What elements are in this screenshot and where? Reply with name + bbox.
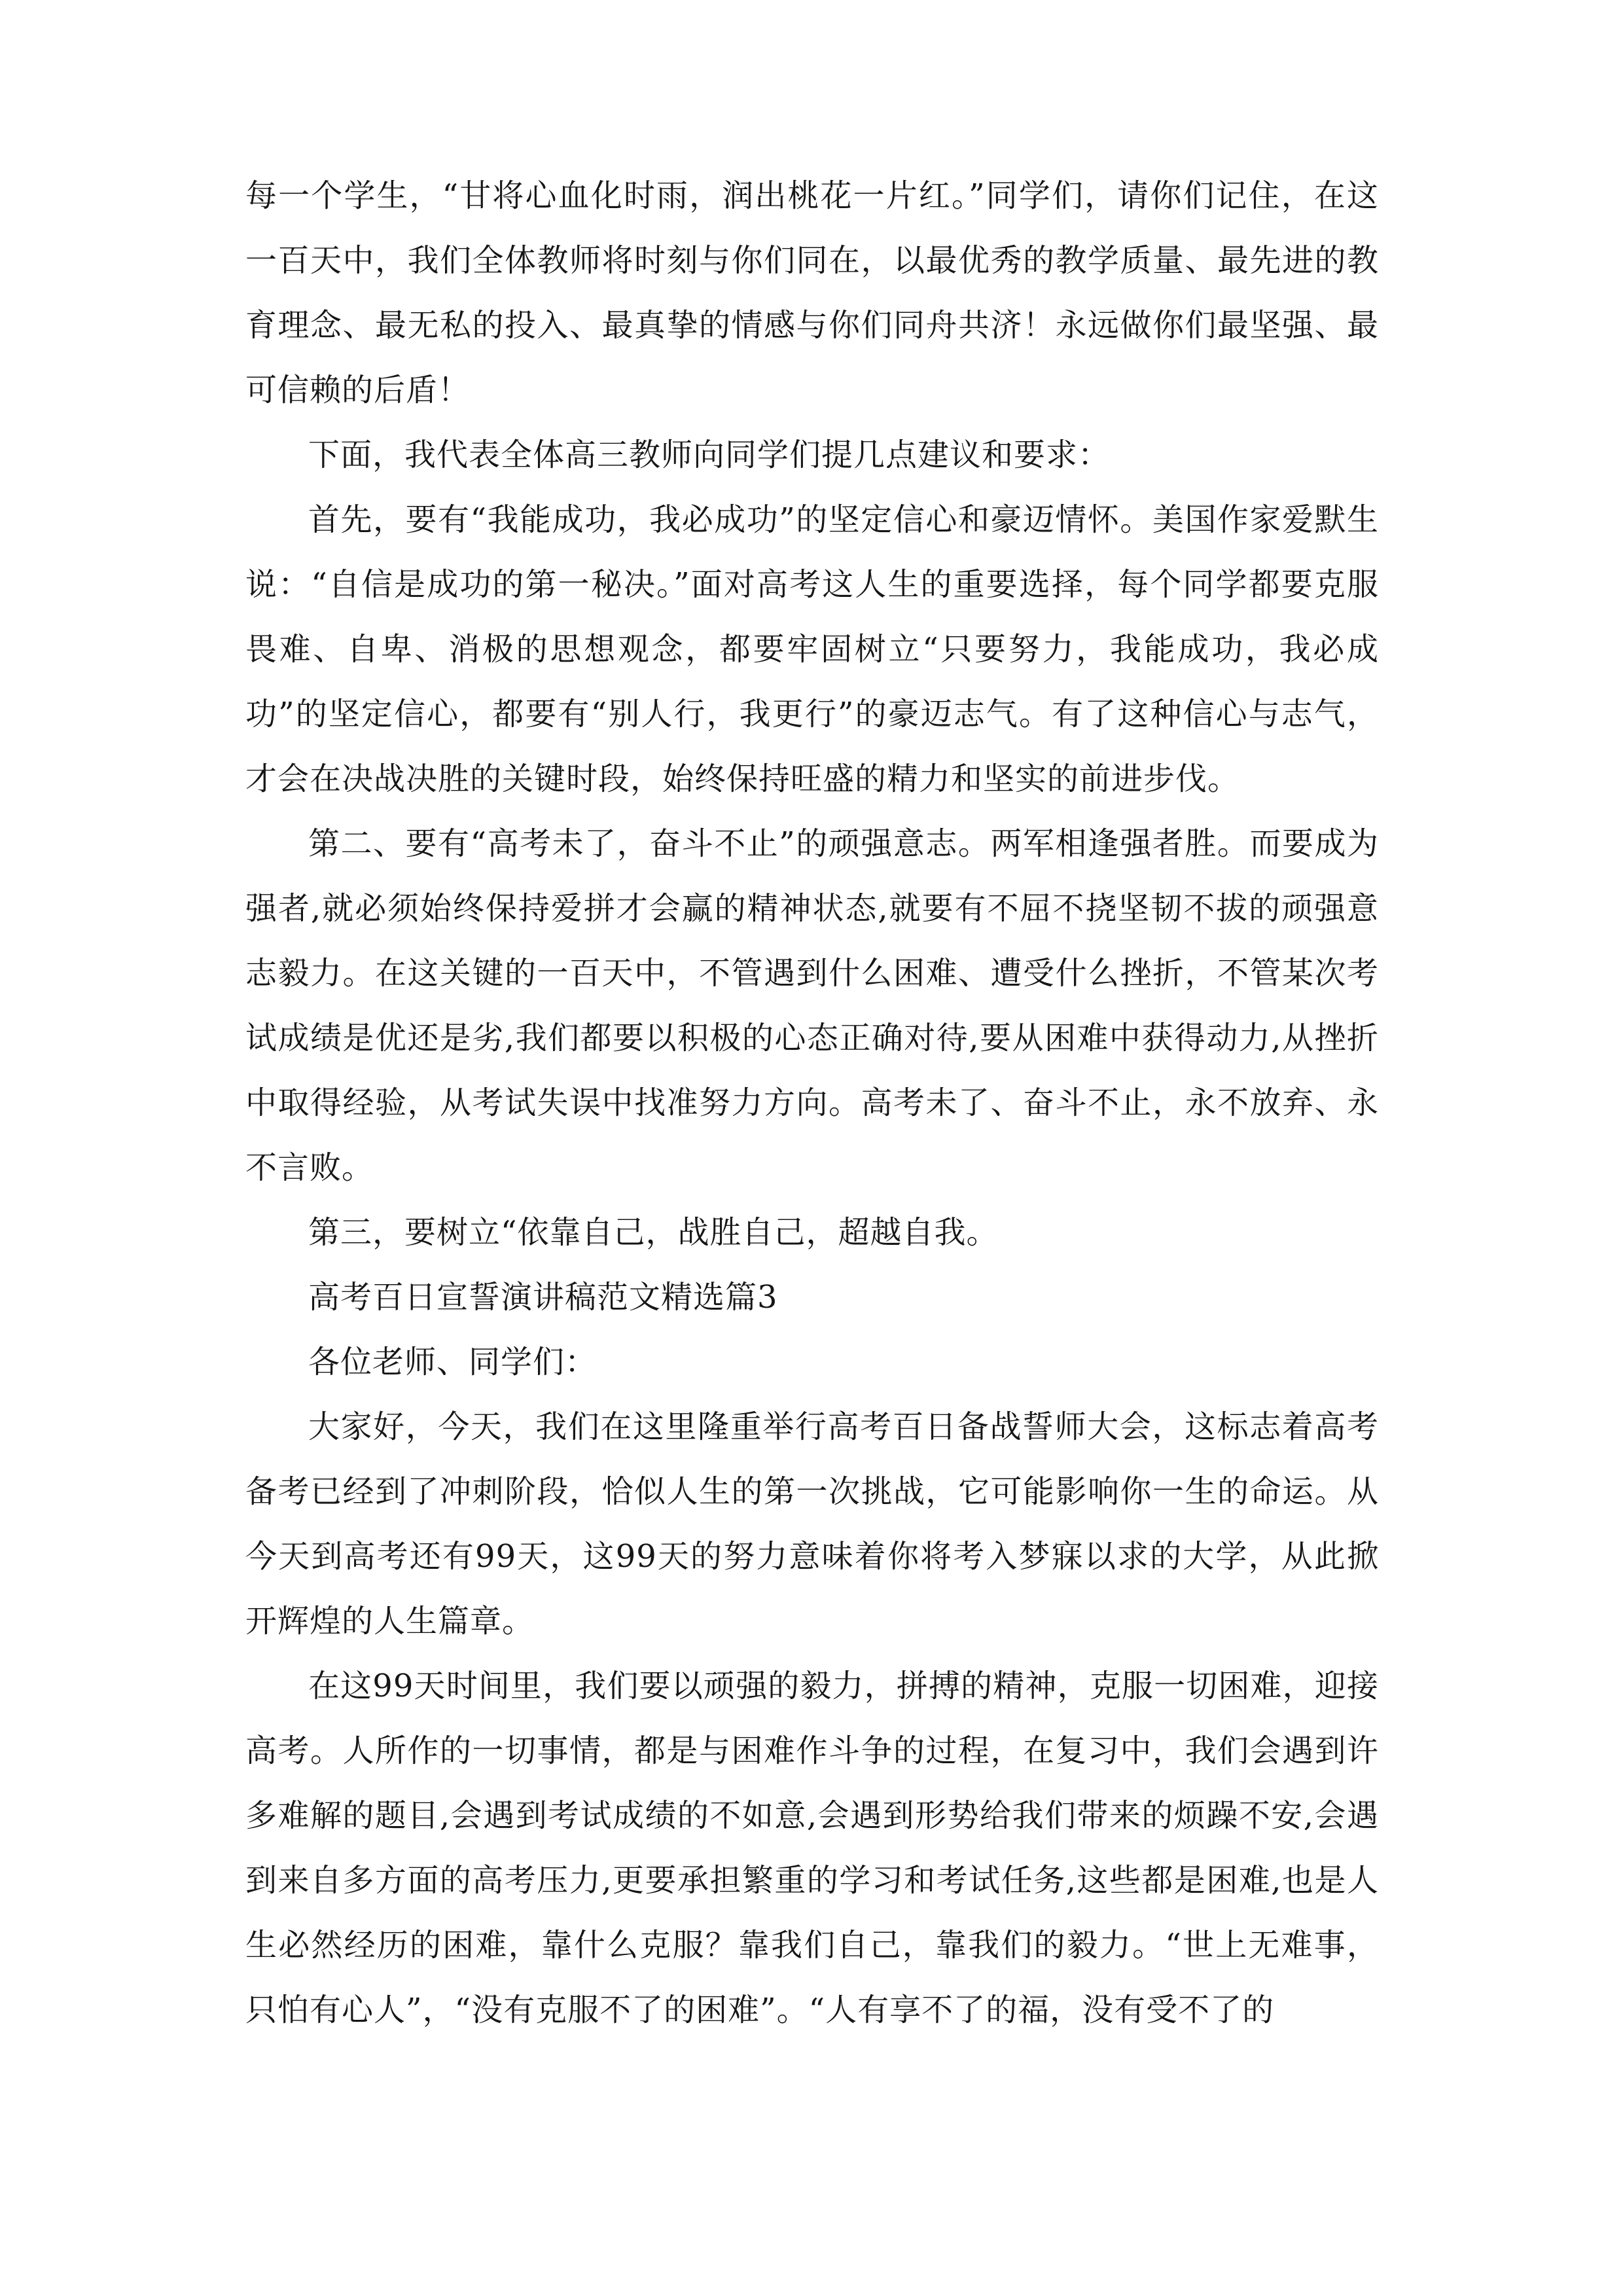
document-body bbox=[245, 164, 1379, 2043]
document-section-heading: 高考百日宣誓演讲稿范文精选篇3 bbox=[308, 1279, 778, 1316]
document-paragraph: 在这99天时间里，我们要以顽强的毅力，拼搏的精神，克服一切困难，迎接高考。人所作的一切事情，都是与困难作斗争的过程，在复习中，我们会遇到许多难解的题目,会遇到考试成绩的不如意,会遇到形势给我们带来的烦躁不安,会遇到来自多方面的高考压力,更要承担繁重的学习和考试任务,这些都是困难,也是人生必然经历的困难，靠什么克服？靠我们自己，靠我们的毅力。“世上无难事，只怕有心人”，“没有克服不了的困难”。“人有享不了的福，没有受不了的 bbox=[245, 1668, 1379, 2028]
document-salutation: 各位老师、同学们： bbox=[308, 1344, 597, 1380]
document-paragraph: 第三，要树立“依靠自己，战胜自己，超越自我。 bbox=[308, 1214, 999, 1251]
document-paragraph: 第二、要有“高考未了，奋斗不止”的顽强意志。两军相逢强者胜。而要成为强者,就必须始终保持爱拼才会赢的精神状态,就要有不屈不挠坚韧不拔的顽强意志毅力。在这关键的一百天中，不管遇到什么困难、遭受什么挫折，不管某次考试成绩是优还是劣,我们都要以积极的心态正确对待,要从困难中获得动力,从挫折中取得经验，从考试失误中找准努力方向。高考未了、奋斗不止，永不放弃、永不言败。 bbox=[245, 825, 1379, 1186]
document-paragraph: 首先，要有“我能成功，我必成功”的坚定信心和豪迈情怀。美国作家爱默生说：“自信是成功的第一秘决。”面对高考这人生的重要选择，每个同学都要克服畏难、自卑、消极的思想观念，都要牢固树立“只要努力，我能成功，我必成功”的坚定信心，都要有“别人行，我更行”的豪迈志气。有了这种信心与志气，才会在决战决胜的关键时段，始终保持旺盛的精力和坚实的前进步伐。 bbox=[245, 501, 1379, 797]
document-paragraph: 每一个学生，“甘将心血化时雨，润出桃花一片红。”同学们，请你们记住，在这一百天中，我们全体教师将时刻与你们同在，以最优秀的教学质量、最先进的教育理念、最无私的投入、最真挚的情感与你们同舟共济！永远做你们最坚强、最可信赖的后盾！ bbox=[245, 177, 1379, 408]
document-paragraph: 大家好，今天，我们在这里隆重举行高考百日备战誓师大会，这标志着高考备考已经到了冲刺阶段，恰似人生的第一次挑战，它可能影响你一生的命运。从今天到高考还有99天，这99天的努力意味着你将考入梦寐以求的大学，从此掀开辉煌的人生篇章。 bbox=[245, 1408, 1379, 1640]
document-paragraph: 下面，我代表全体高三教师向同学们提几点建议和要求： bbox=[308, 437, 1111, 473]
